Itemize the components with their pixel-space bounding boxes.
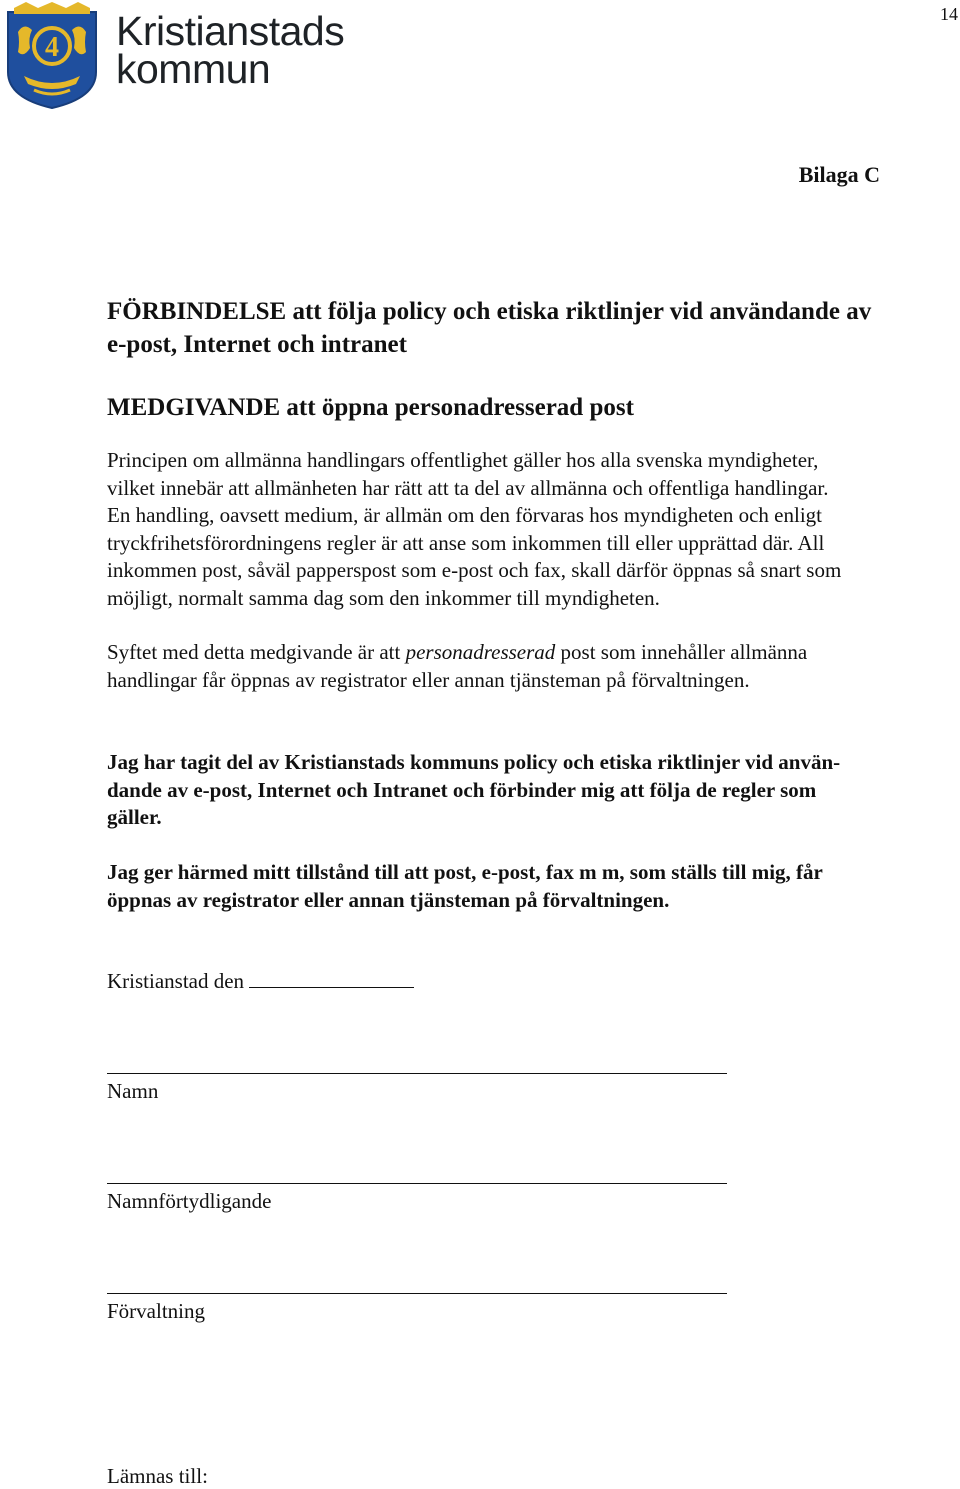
logo-wordmark bbox=[116, 8, 345, 92]
department-line[interactable] bbox=[107, 1293, 727, 1294]
name-signature-line[interactable] bbox=[107, 1073, 727, 1074]
statement-line: dande av e-post, Internet och Intranet och förbinder mig att följa de regler som bbox=[107, 777, 817, 802]
department-label: Förvaltning bbox=[107, 1299, 205, 1323]
date-field-line[interactable] bbox=[249, 969, 414, 988]
coat-of-arms-logo bbox=[4, 2, 100, 110]
text-run: post som innehåller allmänna bbox=[555, 640, 808, 664]
paragraph-purpose bbox=[107, 639, 957, 694]
sub-heading: MEDGIVANDE att öppna personadresserad post bbox=[107, 394, 634, 421]
name-label: Namn bbox=[107, 1079, 159, 1103]
place-date-row bbox=[107, 969, 414, 994]
paragraph-principle bbox=[107, 447, 957, 612]
name-clarification-line[interactable] bbox=[107, 1183, 727, 1184]
logo-line-2: kommun bbox=[116, 46, 271, 92]
paragraph-line bbox=[107, 639, 957, 667]
place-date-label: Kristianstad den bbox=[107, 969, 245, 993]
statement-consent bbox=[107, 859, 957, 914]
paragraph-line: handlingar får öppnas av registrator eller annan tjänsteman på förvaltningen. bbox=[107, 667, 750, 692]
paragraph-line: vilket innebär att allmänheten har rätt att ta del av allmänna och offentliga handlingar. bbox=[107, 475, 829, 500]
main-heading-line-1: FÖRBINDELSE att följa policy och etiska riktlinjer vid användande av bbox=[107, 298, 872, 325]
name-clarification-label: Namnförtydligande bbox=[107, 1189, 272, 1213]
paragraph-line: tryckfrihetsförordningens regler är att anse som inkommen till eller upprättad där. All bbox=[107, 530, 825, 555]
statement-line: öppnas av registrator eller annan tjänsteman på förvaltningen. bbox=[107, 887, 670, 912]
paragraph-line: Principen om allmänna handlingars offentlighet gäller hos alla svenska myndigheter, bbox=[107, 448, 819, 472]
main-heading-line-2: e-post, Internet och intranet bbox=[107, 331, 407, 358]
italic-term: personadresserad bbox=[405, 640, 556, 664]
paragraph-line: möjligt, normalt samma dag som den inkommer till myndigheten. bbox=[107, 585, 660, 610]
statement-policy bbox=[107, 749, 957, 832]
paragraph-line: En handling, oavsett medium, är allmän om den förvaras hos myndigheten och enligt bbox=[107, 503, 822, 527]
main-heading bbox=[107, 295, 871, 361]
statement-line: Jag ger härmed mitt tillstånd till att post, e-post, fax m m, som ställs till mig, får bbox=[107, 860, 823, 884]
submit-to-label: Lämnas till: bbox=[107, 1464, 208, 1488]
text-run: Syftet med detta medgivande är att bbox=[107, 640, 406, 664]
paragraph-line: inkommen post, såväl papperspost som e-post och fax, skall därför öppnas så snart som bbox=[107, 558, 842, 582]
logo-line-1: Kristianstads bbox=[116, 8, 345, 54]
page-number: 14 bbox=[940, 4, 958, 24]
statement-line: Jag har tagit del av Kristianstads kommuns policy och etiska riktlinjer vid använ- bbox=[107, 750, 841, 774]
statement-line: gäller. bbox=[107, 805, 162, 829]
svg-text:4: 4 bbox=[45, 32, 59, 63]
appendix-label: Bilaga C bbox=[798, 162, 880, 187]
